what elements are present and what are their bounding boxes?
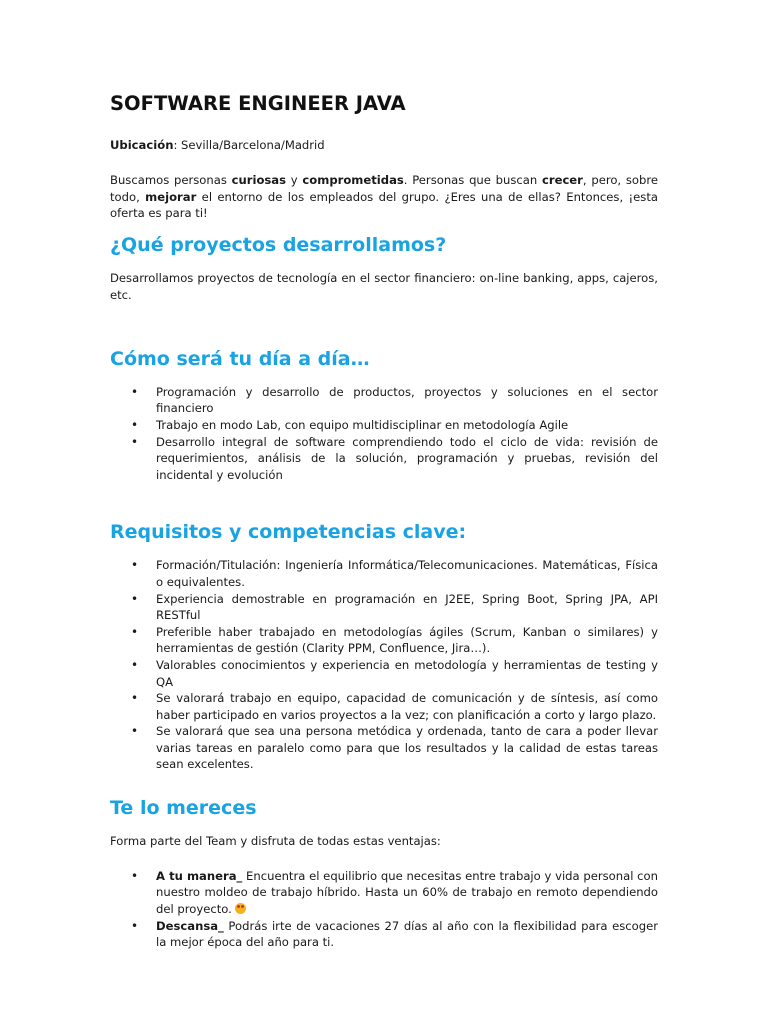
dia-list — [110, 384, 658, 484]
page-title: SOFTWARE ENGINEER JAVA — [110, 92, 406, 115]
list-item: • Trabajo en modo Lab, con equipo multidisciplinar en metodología Agile — [110, 417, 658, 434]
star-struck-emoji-icon — [235, 903, 246, 914]
intro-text: Buscamos personas — [110, 172, 232, 187]
intro-text: . Personas que buscan — [403, 172, 542, 187]
intro-bold: crecer — [541, 172, 583, 187]
list-item — [110, 868, 658, 918]
list-item: • Desarrollo integral de software comprendiendo todo el ciclo de vida: revisión de requerimientos, análisis de la solución, programación y pruebas, revisión del incidental y evolución — [110, 434, 658, 484]
section-heading-dia: Cómo será tu día a día… — [110, 347, 370, 370]
requisitos-list — [110, 557, 658, 773]
intro-text: el entorno de los empleados del grupo. ¿Eres una de ellas? Entonces, ¡esta oferta es para ti! — [110, 189, 658, 221]
section-heading-requisitos: Requisitos y competencias clave: — [110, 521, 467, 544]
mereces-intro: Forma parte del Team y disfruta de todas estas ventajas: — [110, 834, 441, 849]
benefit-label: A tu manera_ — [156, 868, 243, 883]
location-line — [110, 137, 658, 154]
list-item: • Formación/Titulación: Ingeniería Informática/Telecomunicaciones. Matemáticas, Física o equivalentes. — [110, 557, 658, 590]
list-item: • Programación y desarrollo de productos, proyectos y soluciones en el sector financiero — [110, 384, 658, 417]
list-item: • Valorables conocimientos y experiencia en metodología y herramientas de testing y QA — [110, 657, 658, 690]
intro-text: y — [286, 172, 303, 187]
location-separator: : — [173, 138, 182, 152]
intro-bold: mejorar — [145, 189, 197, 204]
section-heading-mereces: Te lo mereces — [110, 797, 257, 820]
list-item: • Experiencia demostrable en programación en J2EE, Spring Boot, Spring JPA, API RESTful — [110, 591, 658, 624]
list-item: • Se valorará trabajo en equipo, capacidad de comunicación y de síntesis, así como haber participado en varios proyectos a la vez; con planificación a corto y largo plazo. — [110, 690, 658, 723]
intro-bold: comprometidas — [302, 172, 404, 187]
benefit-label: Descansa_ — [156, 918, 224, 933]
list-item: • Preferible haber trabajado en metodologías ágiles (Scrum, Kanban o similares) y herramientas de gestión (Clarity PPM, Confluence, Jira…). — [110, 624, 658, 657]
intro-paragraph — [110, 172, 658, 222]
benefit-text: Encuentra el equilibrio que necesitas entre trabajo y vida personal con nuestro moldeo de trabajo híbrido. Hasta un 60% de trabajo en remoto dependiendo del proyecto. — [156, 868, 658, 917]
section-heading-proyectos: ¿Qué proyectos desarrollamos? — [110, 234, 447, 257]
location-label: Ubicación — [110, 138, 174, 152]
list-item: • Se valorará que sea una persona metódica y ordenada, tanto de cara a poder llevar varias tareas en paralelo como para que los resultados y la calidad de estas tareas sean excelentes. — [110, 723, 658, 773]
proyectos-text: Desarrollamos proyectos de tecnología en el sector financiero: on-line banking, apps, cajeros, etc. — [110, 271, 658, 302]
intro-text: , pero, sobre todo, — [110, 172, 658, 204]
benefit-text: Podrás irte de vacaciones 27 días al año con la flexibilidad para escoger la mejor época del año para ti. — [156, 918, 658, 950]
list-item — [110, 918, 658, 951]
intro-bold: curiosas — [231, 172, 287, 187]
location-value: Sevilla/Barcelona/Madrid — [181, 138, 325, 152]
mereces-list — [110, 868, 658, 951]
